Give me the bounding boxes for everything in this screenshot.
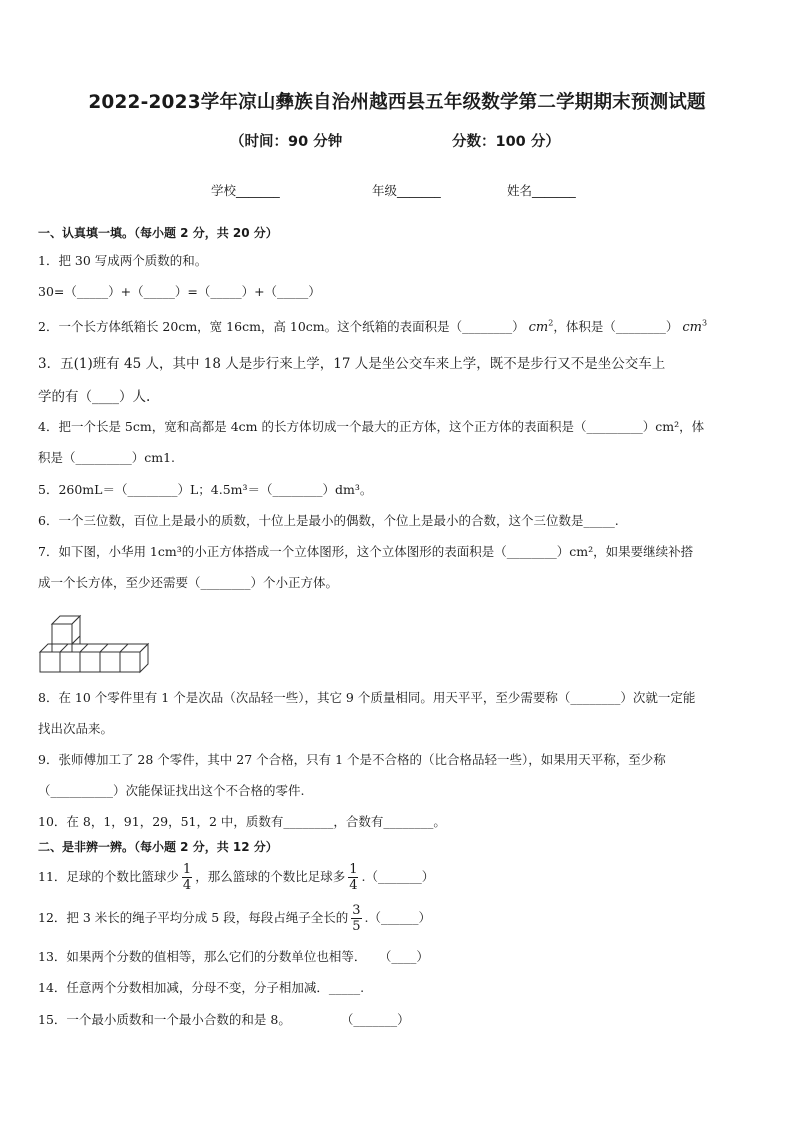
question-2-text-a: 2．一个长方体纸箱长 20cm，宽 16cm，高 10cm。这个纸箱的表面积是（________） bbox=[38, 319, 525, 334]
question-11-text-c: .（_______） bbox=[361, 869, 435, 884]
cube-figure bbox=[38, 600, 158, 674]
section-2-heading: 二、是非辨一辨。（每小题 2 分，共 12 分） bbox=[38, 840, 278, 854]
question-11 bbox=[38, 857, 434, 897]
question-7-line-1: 7．如下图，小华用 1cm³的小正方体搭成一个立体图形，这个立体图形的表面积是（________）cm²，如果要继续补搭 bbox=[38, 544, 694, 559]
question-2-text-b: ，体积是（________） bbox=[553, 319, 679, 334]
fraction-one-quarter: $\frac{1}{4}$ bbox=[182, 862, 192, 893]
question-3-line-1: 3．五(1)班有 45 人，其中 18 人是步行来上学，17 人是坐公交车来上学，既不是步行又不是坐公交车上 bbox=[38, 356, 666, 372]
question-8-line-2: 找出次品来。 bbox=[38, 721, 114, 736]
question-3-line-2: 学的有（____）人. bbox=[38, 389, 151, 405]
unit-cm2: $cm^2$ bbox=[528, 318, 554, 335]
question-12-text-b: .（______） bbox=[364, 910, 431, 925]
exam-time: （时间：90 分钟 bbox=[230, 134, 343, 150]
question-13: 13．如果两个分数的值相等，那么它们的分数单位也相等． （____） bbox=[38, 949, 429, 964]
question-5: 5．260mL＝（________）L；4.5m³＝（________）dm³。 bbox=[38, 482, 373, 497]
fraction-three-fifths: $\frac{3}{5}$ bbox=[352, 903, 361, 934]
question-4-line-1: 4．把一个长是 5cm，宽和高都是 4cm 的长方体切成一个最大的正方体，这个正方体的表面积是（_________）cm²，体 bbox=[38, 419, 705, 434]
question-11-text-b: ，那么篮球的个数比足球多 bbox=[195, 869, 346, 884]
exam-title: 2022-2023学年凉山彝族自治州越西县五年级数学第二学期期末预测试题 bbox=[88, 92, 706, 113]
question-8-line-1: 8．在 10 个零件里有 1 个是次品（次品轻一些），其它 9 个质量相同。用天平平，至少需要称（________）次就一定能 bbox=[38, 690, 696, 705]
question-12-text-a: 12．把 3 米长的绳子平均分成 5 段，每段占绳子全长的 bbox=[38, 910, 349, 925]
question-1: 1．把 30 写成两个质数的和。 bbox=[38, 253, 208, 268]
question-4-line-2: 积是（_________）cm1. bbox=[38, 450, 176, 465]
question-1-expression: 30=（_____）+（_____）=（_____）+（_____） bbox=[38, 284, 321, 299]
section-1-heading: 一、认真填一填。（每小题 2 分，共 20 分） bbox=[38, 226, 278, 240]
question-9-line-2: （__________）次能保证找出这个不合格的零件. bbox=[38, 783, 305, 798]
question-12 bbox=[38, 898, 431, 938]
grade-field: 年级_______ bbox=[372, 183, 441, 198]
name-field: 姓名_______ bbox=[507, 183, 576, 198]
question-2 bbox=[38, 317, 707, 335]
question-6: 6．一个三位数，百位上是最小的质数，十位上是最小的偶数，个位上是最小的合数，这个三位数是_____. bbox=[38, 513, 619, 528]
fraction-one-quarter: $\frac{1}{4}$ bbox=[349, 862, 358, 893]
exam-score: 分数：100 分） bbox=[452, 134, 560, 150]
question-9-line-1: 9．张师傅加工了 28 个零件，其中 27 个合格，只有 1 个是不合格的（比合格品轻一些），如果用天平称，至少称 bbox=[38, 752, 666, 767]
question-14: 14．任意两个分数相加减，分母不变，分子相加减．_____. bbox=[38, 980, 365, 995]
question-11-text-a: 11．足球的个数比篮球少 bbox=[38, 869, 179, 884]
question-7-line-2: 成一个长方体，至少还需要（________）个小正方体。 bbox=[38, 575, 339, 590]
question-15: 15．一个最小质数和一个最小合数的和是 8。 （_______） bbox=[38, 1012, 410, 1027]
school-field: 学校_______ bbox=[211, 183, 280, 198]
unit-cm3: $cm^3$ bbox=[682, 318, 708, 335]
question-10: 10．在 8，1，91，29，51，2 中，质数有________，合数有________。 bbox=[38, 814, 446, 829]
